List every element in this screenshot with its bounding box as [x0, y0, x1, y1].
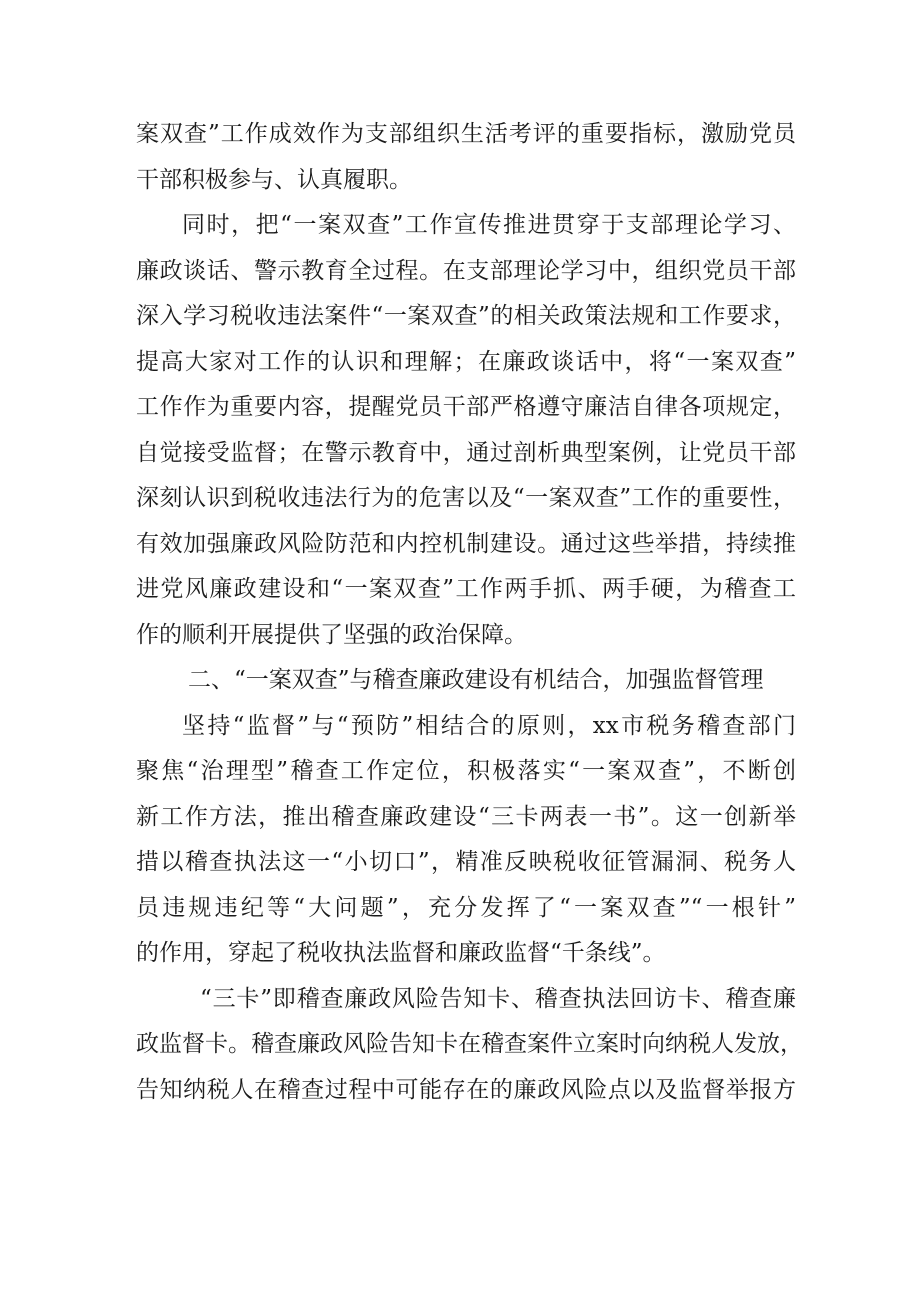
paragraph-line: 干部积极参与、认真履职。	[136, 166, 412, 193]
paragraph-line: 作的顺利开展提供了坚强的政治保障。	[136, 621, 527, 648]
document-body	[136, 112, 803, 1113]
paragraph-line: 同时，把“一案双查”工作宣传推进贯穿于支部理论学习、	[182, 212, 796, 238]
paragraph-line: 进党风廉政建设和“一案双查”工作两手抓、两手硬，为稽查工	[136, 576, 796, 602]
paragraph-line: 廉政谈话、警示教育全过程。在支部理论学习中，组织党员干部	[136, 257, 796, 284]
paragraph-line: 聚焦“治理型”稽查工作定位，积极落实“一案双查”，不断创	[136, 758, 796, 784]
paragraph-line: 新工作方法，推出稽查廉政建设“三卡两表一书”。这一创新举	[136, 803, 796, 830]
paragraph-line: 提高大家对工作的认识和理解；在廉政谈话中，将“一案双查”	[136, 348, 796, 375]
paragraph-line: 有效加强廉政风险防范和内控机制建设。通过这些举措，持续推	[136, 530, 796, 557]
paragraph-line: 坚持“监督”与“预防”相结合的原则，xx市税务稽查部门	[182, 712, 796, 739]
paragraph-line: 深入学习税收违法案件“一案双查”的相关政策法规和工作要求，	[136, 303, 796, 329]
paragraph-line: 政监督卡。稽查廉政风险告知卡在稽查案件立案时向纳税人发放，	[136, 1031, 803, 1057]
paragraph-line: 自觉接受监督；在警示教育中，通过剖析典型案例，让党员干部	[136, 439, 796, 466]
paragraph-line: 措以稽查执法这一“小切口”，精准反映税收征管漏洞、税务人	[136, 849, 796, 875]
section-heading: 二、“一案双查”与稽查廉政建设有机结合，加强监督管理	[188, 667, 764, 693]
paragraph-line: 深刻认识到税收违法行为的危害以及“一案双查”工作的重要性，	[136, 485, 796, 511]
paragraph-line: 的作用，穿起了税收执法监督和廉政监督“千条线”。	[136, 940, 666, 966]
paragraph-line: 案双查”工作成效作为支部组织生活考评的重要指标，激励党员	[136, 121, 796, 147]
paragraph-line: 员违规违纪等“大问题”，充分发挥了“一案双查”“一根针”	[136, 894, 796, 921]
paragraph-line: “三卡”即稽查廉政风险告知卡、稽查执法回访卡、稽查廉	[200, 985, 796, 1012]
paragraph-line: 工作作为重要内容，提醒党员干部严格遵守廉洁自律各项规定，	[136, 394, 796, 420]
paragraph-line: 告知纳税人在稽查过程中可能存在的廉政风险点以及监督举报方	[136, 1076, 796, 1103]
